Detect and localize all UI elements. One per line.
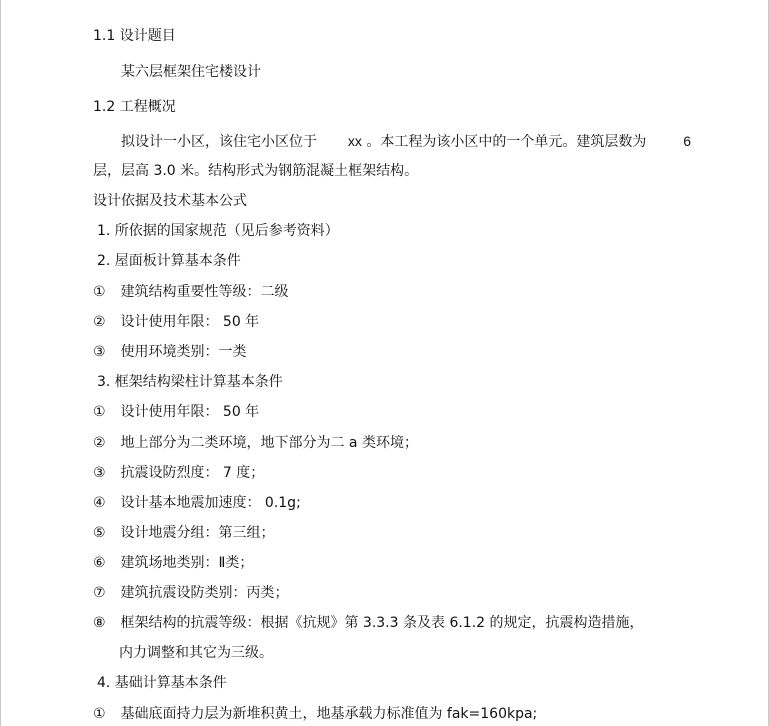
list-text: 设计地震分组：第三组； <box>120 525 275 541</box>
list-text: 建筑结构重要性等级：二级 <box>120 284 289 300</box>
basis-heading: 设计依据及技术基本公式 <box>93 193 247 209</box>
overview-floor-count: 6 <box>683 133 692 149</box>
frame-condition-8 <box>93 613 644 633</box>
basis-item-3: 3. 框架结构梁柱计算基本条件 <box>97 374 283 390</box>
list-text: 抗震设防烈度： 7 度； <box>120 465 265 481</box>
list-marker: ④ <box>93 495 106 511</box>
list-text: 框架结构的抗震等级：根据《抗规》第 3.3.3 条及表 6.1.2 的规定，抗震构造措施， <box>120 615 644 631</box>
frame-condition-8-continued: 内力调整和其它为三级。 <box>119 645 273 661</box>
overview-text-b: 。本工程为该小区中的一个单元。建筑层数为 <box>366 134 647 150</box>
frame-condition-6 <box>93 553 253 573</box>
list-text: 建筑抗震设防类别：丙类； <box>120 585 289 601</box>
basis-item-2: 2. 屋面板计算基本条件 <box>97 253 241 269</box>
list-marker: ② <box>93 435 106 451</box>
list-marker: ① <box>93 404 106 420</box>
basis-item-4: 4. 基础计算基本条件 <box>97 675 227 691</box>
frame-condition-3 <box>93 463 264 483</box>
list-marker: ⑧ <box>93 615 106 631</box>
list-text: 设计使用年限： 50 年 <box>120 314 260 330</box>
frame-condition-7 <box>93 583 288 603</box>
project-title: 某六层框架住宅楼设计 <box>121 64 261 80</box>
roof-condition-1 <box>93 282 288 302</box>
roof-condition-2 <box>93 312 259 332</box>
list-marker: ② <box>93 314 106 330</box>
overview-line-1 <box>121 131 691 152</box>
list-text: 设计基本地震加速度： 0.1g; <box>120 495 301 511</box>
list-marker: ① <box>93 284 106 300</box>
foundation-condition-1 <box>93 704 537 724</box>
frame-condition-1 <box>93 402 259 422</box>
basis-item-1: 1. 所依据的国家规范（见后参考资料） <box>97 223 339 239</box>
list-marker: ③ <box>93 465 106 481</box>
list-text: 基础底面持力层为新堆积黄土，地基承载力标准值为 fak=160kpa; <box>120 706 538 722</box>
list-text: 使用环境类别：一类 <box>120 344 247 360</box>
list-marker: ⑦ <box>93 585 106 601</box>
overview-location: xx <box>347 133 362 149</box>
list-text: 地上部分为二类环境，地下部分为二 a 类环境； <box>120 435 418 451</box>
list-marker: ③ <box>93 344 106 360</box>
heading-1-1: 1.1 设计题目 <box>93 28 176 44</box>
list-marker: ⑥ <box>93 555 106 571</box>
frame-condition-5 <box>93 523 274 543</box>
roof-condition-3 <box>93 342 246 362</box>
frame-condition-2 <box>93 433 418 453</box>
list-text: 建筑场地类别：Ⅱ类； <box>120 555 254 571</box>
heading-1-2: 1.2 工程概况 <box>93 99 176 115</box>
list-marker: ⑤ <box>93 525 106 541</box>
overview-text-a: 拟设计一小区，该住宅小区位于 <box>121 134 317 150</box>
list-marker: ① <box>93 706 106 722</box>
list-text: 设计使用年限： 50 年 <box>120 404 260 420</box>
overview-line-2: 层，层高 3.0 米。结构形式为钢筋混凝土框架结构。 <box>93 163 419 179</box>
frame-condition-4 <box>93 493 301 513</box>
